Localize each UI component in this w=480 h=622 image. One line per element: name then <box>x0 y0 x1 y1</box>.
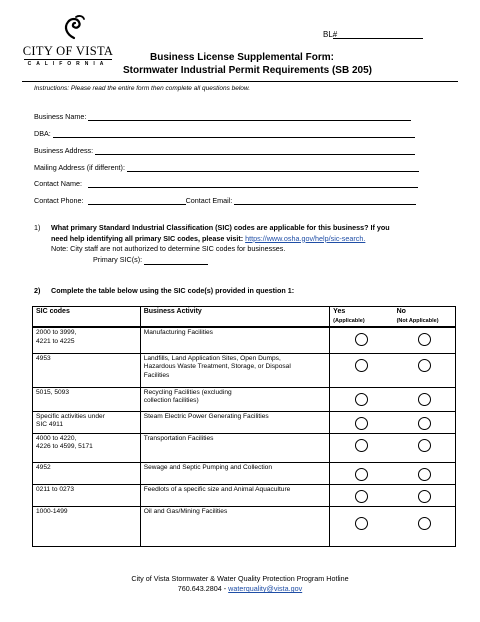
logo-subtitle: CALIFORNIA <box>27 61 109 67</box>
sic-code-text: 4226 to 4599, 5171 <box>36 443 93 451</box>
mailing-address-field <box>34 163 419 172</box>
dba-field <box>34 129 415 138</box>
question1-text-a: What primary Standard Industrial Classification (SIC) codes are applicable for this business? If you <box>51 223 390 232</box>
sic-code-text: 2000 to 3999, <box>36 329 77 337</box>
sic-code-text: 5015, 5093 <box>36 388 70 396</box>
sic-code-text: 4000 to 4220, <box>36 434 77 442</box>
activity-cell <box>140 411 329 433</box>
activity-cell <box>140 387 329 411</box>
header-no-label: No <box>396 308 406 315</box>
sic-cell <box>33 327 141 353</box>
business-address-label: Business Address: <box>34 146 94 155</box>
sic-cell <box>33 353 141 387</box>
table-header-row <box>33 307 456 328</box>
instructions: Instructions: Please read the entire form then complete all questions below. <box>34 85 251 92</box>
no-cell <box>394 462 456 484</box>
yes-cell <box>330 353 394 387</box>
table-row <box>33 433 456 462</box>
business-name-label: Business Name: <box>34 112 87 121</box>
activity-text: collection facilities) <box>143 397 199 405</box>
table-row <box>33 411 456 433</box>
sic-cell <box>33 462 141 484</box>
sic-activity-table <box>32 306 456 547</box>
yes-cell <box>330 462 394 484</box>
contact-phone-input[interactable] <box>88 198 186 205</box>
no-radio[interactable] <box>418 517 431 530</box>
bl-number-label: BL# <box>323 30 338 39</box>
activity-text: Manufacturing Facilities <box>143 329 213 337</box>
sic-search-link[interactable]: https://www.osha.gov/help/sic-search. <box>245 233 366 243</box>
dba-input[interactable] <box>53 131 415 138</box>
contact-name-input[interactable] <box>88 181 418 188</box>
sic-cell <box>33 484 141 506</box>
yes-cell <box>330 506 394 546</box>
no-radio[interactable] <box>418 490 431 503</box>
question1-note: Note: City staff are not authorized to determine SIC codes for businesses. <box>51 244 286 253</box>
primary-sic-field <box>93 255 461 266</box>
question1 <box>51 223 461 265</box>
city-logo-icon <box>62 14 86 40</box>
table-row <box>33 462 456 484</box>
mailing-address-label: Mailing Address (if different): <box>34 163 125 172</box>
business-name-input[interactable] <box>88 114 411 121</box>
form-title-line2: Stormwater Industrial Permit Requirements (SB 205) <box>123 65 372 76</box>
dba-label: DBA: <box>34 129 51 138</box>
yes-radio[interactable] <box>355 468 368 481</box>
table-row <box>33 506 456 546</box>
no-cell <box>394 506 456 546</box>
activity-text: Feedlots of a specific size and Animal Aquaculture <box>143 485 291 493</box>
footer-contact <box>0 584 480 593</box>
sic-code-text: 4953 <box>36 354 51 362</box>
activity-text: Facilities <box>143 371 170 379</box>
question1-text-b: need help identifying all primary SIC codes, please visit: <box>51 233 244 243</box>
activity-text: Transportation Facilities <box>143 434 214 442</box>
table-row <box>33 387 456 411</box>
contact-email-label: Contact Email: <box>185 196 233 205</box>
activity-text: Oil and Gas/Mining Facilities <box>143 507 228 515</box>
no-cell <box>394 327 456 353</box>
business-address-field <box>34 146 415 155</box>
header-yes <box>330 307 394 328</box>
table-row <box>33 484 456 506</box>
header-no <box>394 307 456 328</box>
primary-sic-label: Primary SIC(s): <box>93 254 143 264</box>
activity-cell <box>140 462 329 484</box>
sic-cell <box>33 411 141 433</box>
table-row <box>33 327 456 353</box>
yes-cell <box>330 411 394 433</box>
no-cell <box>394 353 456 387</box>
no-cell <box>394 387 456 411</box>
activity-text: Hazardous Waste Treatment, Storage, or Disposal <box>143 363 291 371</box>
question2-number: 2) <box>34 286 41 295</box>
bl-number-line[interactable] <box>333 38 423 39</box>
footer-separator: - <box>223 584 227 593</box>
activity-text: Recycling Facilities (excluding <box>143 388 232 396</box>
contact-email-input[interactable] <box>234 198 416 205</box>
footer-hotline: City of Vista Stormwater & Water Quality Protection Program Hotline <box>131 574 349 583</box>
yes-radio[interactable] <box>355 393 368 406</box>
logo-name: CITY OF VISTA <box>22 44 114 58</box>
activity-cell <box>140 433 329 462</box>
business-name-field <box>34 112 411 121</box>
contact-phone-label: Contact Phone: <box>34 196 84 205</box>
header-yes-label: Yes <box>333 308 346 315</box>
no-cell <box>394 433 456 462</box>
yes-radio[interactable] <box>355 417 368 430</box>
sic-code-text: 0211 to 0273 <box>36 485 75 493</box>
no-cell <box>394 411 456 433</box>
yes-radio[interactable] <box>355 359 368 372</box>
activity-cell <box>140 353 329 387</box>
activity-cell <box>140 327 329 353</box>
logo-rule <box>24 59 112 60</box>
no-radio[interactable] <box>418 417 431 430</box>
city-logo <box>22 14 114 76</box>
question2-text: Complete the table below using the SIC code(s) provided in question 1: <box>51 286 295 295</box>
table-row <box>33 353 456 387</box>
sic-code-text: 1000-1499 <box>36 507 68 515</box>
contact-name-label: Contact Name: <box>34 179 82 188</box>
header-sic: SIC codes <box>33 307 141 328</box>
yes-radio[interactable] <box>355 490 368 503</box>
yes-cell <box>330 484 394 506</box>
yes-radio[interactable] <box>355 517 368 530</box>
activity-text: Sewage and Septic Pumping and Collection <box>143 463 272 471</box>
activity-text: Steam Electric Power Generating Facilities <box>143 412 269 420</box>
no-radio[interactable] <box>418 333 431 346</box>
activity-cell <box>140 484 329 506</box>
yes-cell <box>330 387 394 411</box>
no-radio[interactable] <box>418 468 431 481</box>
contact-phone-field <box>34 196 416 205</box>
business-address-input[interactable] <box>95 148 415 155</box>
footer-email-link[interactable]: waterquality@vista.gov <box>228 584 303 593</box>
sic-cell <box>33 506 141 546</box>
sic-cell <box>33 387 141 411</box>
yes-radio[interactable] <box>355 333 368 346</box>
primary-sic-input[interactable] <box>144 258 208 265</box>
header-no-sub: (Not Applicable) <box>396 317 439 324</box>
question1-number: 1) <box>34 223 41 232</box>
yes-radio[interactable] <box>355 439 368 452</box>
header-activity: Business Activity <box>140 307 329 328</box>
header-divider <box>22 81 458 82</box>
yes-cell <box>330 327 394 353</box>
no-cell <box>394 484 456 506</box>
form-title-line1: Business License Supplemental Form: <box>150 52 334 63</box>
sic-code-text: SIC 4911 <box>36 421 64 429</box>
sic-code-text: Specific activities under <box>36 412 105 420</box>
footer-phone: 760.643.2804 <box>177 584 222 593</box>
activity-cell <box>140 506 329 546</box>
no-radio[interactable] <box>418 439 431 452</box>
sic-code-text: 4221 to 4225 <box>36 337 75 345</box>
header-yes-sub: (Applicable) <box>333 317 365 324</box>
no-radio[interactable] <box>418 359 431 372</box>
activity-text: Landfills, Land Application Sites, Open Dumps, <box>143 354 281 362</box>
no-radio[interactable] <box>418 393 431 406</box>
contact-name-field <box>34 179 418 188</box>
sic-code-text: 4952 <box>36 463 51 471</box>
sic-cell <box>33 433 141 462</box>
yes-cell <box>330 433 394 462</box>
mailing-address-input[interactable] <box>127 165 419 172</box>
